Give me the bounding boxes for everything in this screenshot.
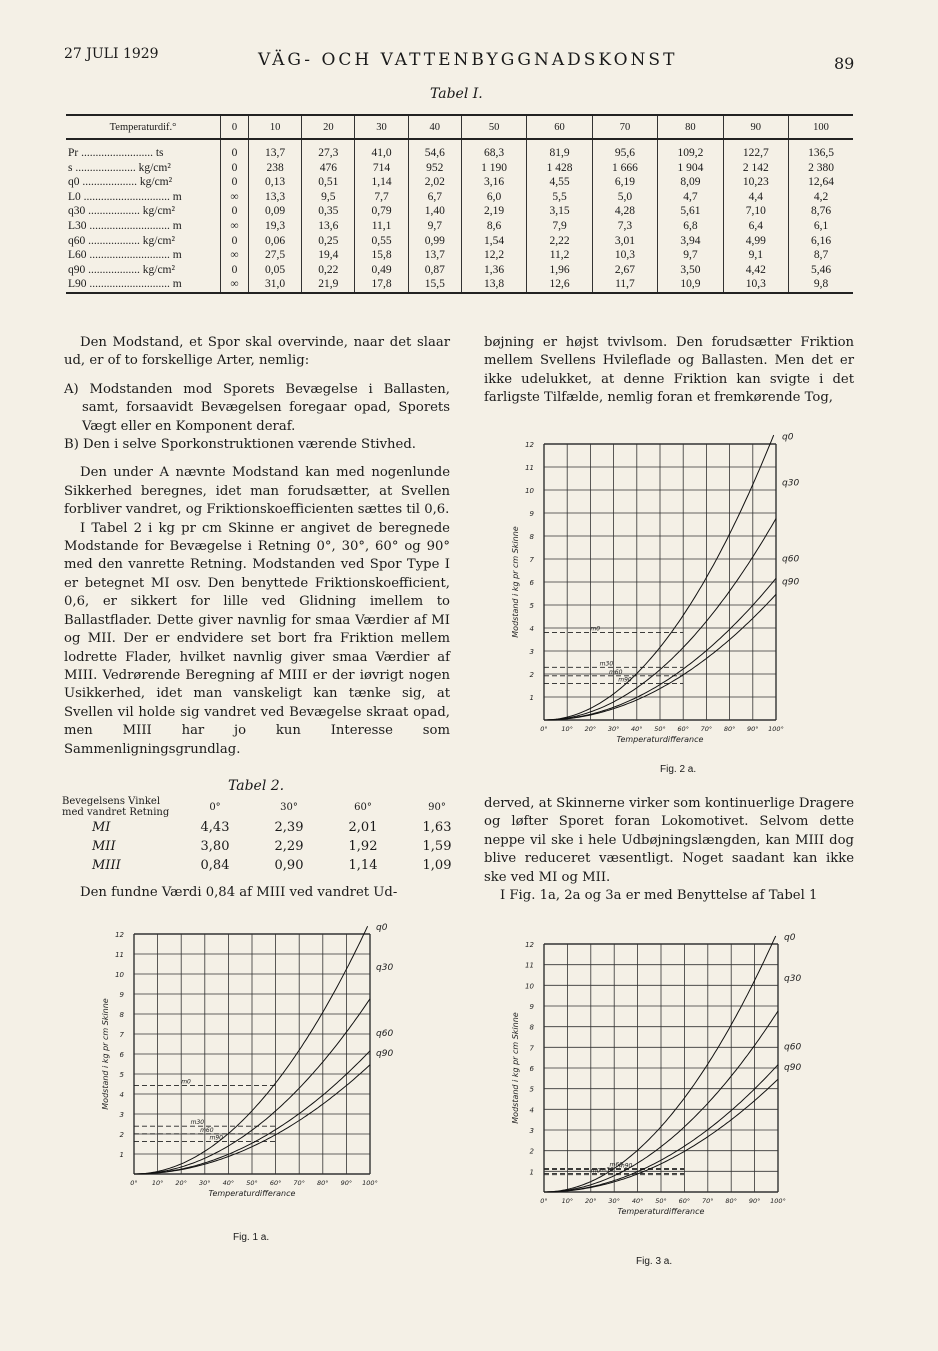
table-row (66, 234, 853, 249)
table1-cell: 2,19 (461, 204, 526, 219)
x-tick-label: 80° (317, 1179, 329, 1187)
table1-cell: 10,3 (592, 248, 657, 263)
right-column-top (484, 334, 854, 408)
table1-cell: 3,01 (592, 234, 657, 249)
table1-cell: 6,4 (723, 219, 788, 234)
table1-cell: ∞ (221, 190, 249, 205)
y-tick-label: 9 (529, 510, 534, 518)
table1-cell: 17,8 (355, 277, 408, 293)
x-tick-label: 0° (540, 725, 548, 733)
table1-cell: 6,19 (592, 175, 657, 190)
table1-cell: 31,0 (248, 277, 301, 293)
table1-cell: 8,76 (789, 204, 853, 219)
x-tick-label: 100° (770, 1197, 786, 1205)
table1-cell: 0,13 (248, 175, 301, 190)
table1-header-cell: 20 (302, 115, 355, 139)
table1-cell: 952 (408, 161, 461, 176)
y-tick-label: 10 (115, 971, 124, 979)
table1-cell: 1,40 (408, 204, 461, 219)
y-tick-label: 2 (529, 671, 534, 679)
y-tick-label: 6 (529, 579, 534, 587)
x-tick-label: 30° (607, 725, 620, 733)
fig1-caption: Fig. 1 a. (233, 1232, 270, 1243)
resistance-line-label: m60 (609, 1161, 624, 1169)
table1-cell: 27,3 (302, 139, 355, 161)
table1-header-cell: 0 (221, 115, 249, 139)
y-tick-label: 11 (115, 951, 124, 959)
table1-cell: ∞ (221, 219, 249, 234)
table-row (66, 263, 853, 278)
table1-cell: 27,5 (248, 248, 301, 263)
table2-header-cell: 60° (354, 801, 372, 813)
table2-cell: 1,92 (348, 839, 378, 854)
y-tick-label: 11 (525, 961, 534, 970)
table1-cell: 13,7 (408, 248, 461, 263)
table1-cell: 10,3 (723, 277, 788, 293)
table1-header-cell: 90 (723, 115, 788, 139)
table1-cell: 8,6 (461, 219, 526, 234)
table1-cell: 5,61 (658, 204, 723, 219)
table1-row-label: q90 .................. kg/cm² (68, 263, 175, 276)
curve-label: q60 (782, 554, 800, 565)
list-item-a: A) Modstanden mod Sporets Bevægelse i Ballasten, samt, forsaavidt Bevægelsen foregaar opad, Sporets Vægt eller en Komponent deraf. (64, 381, 450, 434)
table2-row-label: MI (92, 820, 111, 835)
table2-cell: 3,80 (200, 839, 230, 854)
table1-cell: 0,06 (248, 234, 301, 249)
table1-row-label: s ..................... kg/cm² (68, 161, 171, 174)
table1-cell: 81,9 (527, 139, 592, 161)
y-tick-label: 4 (119, 1091, 124, 1099)
table1-cell: 136,5 (789, 139, 853, 161)
table1-cell: 4,99 (723, 234, 788, 249)
table1-cell: 0,05 (248, 263, 301, 278)
x-tick-label: 50° (655, 1197, 667, 1205)
table1-cell: 6,1 (789, 219, 853, 234)
table1-cell: 4,4 (723, 190, 788, 205)
x-tick-label: 90° (747, 725, 759, 733)
y-tick-label: 7 (529, 1044, 534, 1053)
table1-header-cell: 30 (355, 115, 408, 139)
curve-label: q90 (376, 1049, 394, 1059)
table1-cell: 9,1 (723, 248, 788, 263)
page-number: 89 (834, 54, 855, 73)
table1-cell: 5,46 (789, 263, 853, 278)
fig3-caption: Fig. 3 a. (636, 1256, 673, 1267)
resistance-line-label: m90 (209, 1134, 224, 1142)
resistance-line-label: m30 (599, 660, 614, 668)
x-tick-label: 0° (130, 1179, 138, 1187)
table1-cell: 21,9 (302, 277, 355, 293)
table1-cell: 9,7 (408, 219, 461, 234)
table1-cell: 11,7 (592, 277, 657, 293)
resistance-line-label: m0 (590, 625, 601, 633)
table1-cell: 238 (248, 161, 301, 176)
x-tick-label: 70° (700, 725, 713, 733)
x-tick-label: 70° (702, 1197, 714, 1205)
table2-header-cell: 0° (209, 801, 221, 813)
table1-row-label: q0 ................... kg/cm² (68, 176, 173, 189)
fig2-chart (500, 414, 830, 744)
x-tick-label: 100° (362, 1179, 378, 1187)
y-axis-label: Modstand i kg pr cm Skinne (511, 526, 520, 638)
paragraph: Den Modstand, et Spor skal overvinde, naar det slaar ud, er of to forskellige Arter, nemlig: (64, 335, 450, 369)
table1-caption: Tabel I. (430, 86, 483, 102)
y-tick-label: 4 (529, 1106, 534, 1115)
x-tick-label: 10° (561, 725, 573, 733)
table1-cell: 41,0 (355, 139, 408, 161)
table1-cell: 2,22 (527, 234, 592, 249)
table2-cell: 2,39 (274, 820, 304, 835)
table1-cell: 0,22 (302, 263, 355, 278)
table1-cell: 13,3 (248, 190, 301, 205)
curve-label: q30 (784, 974, 802, 985)
table1-cell: 0,35 (302, 204, 355, 219)
table1-cell: 0,79 (355, 204, 408, 219)
resistance-line-label: m90 (618, 1162, 633, 1170)
table1-cell: 8,09 (658, 175, 723, 190)
right-column-mid (484, 795, 854, 905)
table1-cell: 7,10 (723, 204, 788, 219)
table-row (66, 190, 853, 205)
y-tick-label: 10 (525, 487, 534, 495)
table2 (62, 796, 474, 875)
table1-cell: 19,3 (248, 219, 301, 234)
table1-cell: 9,5 (302, 190, 355, 205)
table1-cell: 2 142 (723, 161, 788, 176)
y-axis-label: Modstand i kg pr cm Skinne (101, 998, 110, 1110)
table1-cell: 7,7 (355, 190, 408, 205)
table1-cell: 109,2 (658, 139, 723, 161)
curve-label: q0 (376, 923, 388, 933)
y-tick-label: 5 (529, 1085, 534, 1094)
x-tick-label: 10° (561, 1197, 574, 1205)
table1-cell: 19,4 (302, 248, 355, 263)
y-tick-label: 1 (529, 1168, 534, 1177)
table1-cell: 3,15 (527, 204, 592, 219)
y-tick-label: 10 (525, 982, 534, 991)
table1-cell: 6,8 (658, 219, 723, 234)
table1-cell: 3,94 (658, 234, 723, 249)
table2-row-label: MIII (92, 858, 121, 873)
table2-cell: 2,29 (274, 839, 304, 854)
y-tick-label: 11 (525, 464, 534, 472)
x-tick-label: 100° (768, 725, 784, 733)
table1-header-cell: 100 (789, 115, 853, 139)
table1-cell: 5,0 (592, 190, 657, 205)
x-tick-label: 20° (584, 725, 597, 733)
table1-cell: 10,9 (658, 277, 723, 293)
table1-cell: ∞ (221, 277, 249, 293)
table-row (66, 161, 853, 176)
table1-cell: 95,6 (592, 139, 657, 161)
table2-cell: 1,14 (348, 858, 378, 873)
table2-header-cell: 30° (280, 801, 298, 813)
y-tick-label: 3 (529, 1127, 534, 1135)
table-row (66, 277, 853, 293)
curve-label: q0 (784, 932, 796, 943)
table1-cell: 0 (221, 139, 249, 161)
resistance-line-label: m0 (181, 1078, 191, 1086)
table1-cell: 7,3 (592, 219, 657, 234)
table1-cell: 122,7 (723, 139, 788, 161)
y-tick-label: 5 (119, 1071, 124, 1079)
x-tick-label: 80° (725, 1197, 737, 1205)
paragraph: I Fig. 1a, 2a og 3a er med Benyttelse af Tabel 1 (500, 888, 818, 904)
paragraph: I Tabel 2 i kg pr cm Skinne er angivet de beregnede Modstande for Bevægelse i Retning 0°, 30°, 60° og 90° med den vanrette Retning. Modstanden ved Spor Type I er betegnet MI osv. Den benyttede Friktionskoefficient, 0,6, er sikkert for lille ved Glidning imellem to Ballastflader. Dette giver navnlig for smaa Værdier af MI og MII. Der er endvidere set bort fra Friktion mellem lodrette Flader, hvilket navnlig giver smaa Værdier af MIII. Vedrørende Beregning af MIII er der iøvrigt nogen Usikkerhed, idet man vanskeligt kan tænke sig, at Svellen vil holde sig vandret ved Bevægelse skraat opad, men MIII har jo kun Interesse som Sammenligningsgrundlag. (64, 520, 450, 757)
table1-cell: 12,6 (527, 277, 592, 293)
y-tick-label: 8 (529, 533, 534, 541)
curve-label: q30 (782, 478, 800, 489)
fig1-chart (88, 908, 398, 1208)
left-column-end (64, 884, 450, 902)
table1-cell: 476 (302, 161, 355, 176)
table1-cell: 0,25 (302, 234, 355, 249)
table1-cell: 0,51 (302, 175, 355, 190)
table-row (62, 837, 474, 856)
x-tick-label: 30° (608, 1197, 620, 1205)
table1-cell: 1,54 (461, 234, 526, 249)
y-tick-label: 4 (529, 625, 534, 633)
table1-header-cell: 40 (408, 115, 461, 139)
curve-label: q90 (782, 577, 800, 588)
x-tick-label: 60° (677, 725, 689, 733)
table1-cell: 714 (355, 161, 408, 176)
table2-cell: 4,43 (200, 820, 230, 835)
table1-cell: 6,16 (789, 234, 853, 249)
table1-cell: 15,5 (408, 277, 461, 293)
x-tick-label: 50° (654, 725, 666, 733)
x-tick-label: 20° (585, 1197, 597, 1205)
curve-label: q30 (376, 963, 394, 973)
table1-cell: 13,8 (461, 277, 526, 293)
table1-cell: 4,55 (527, 175, 592, 190)
table1-cell: 0 (221, 161, 249, 176)
table1-cell: 4,2 (789, 190, 853, 205)
table-row (62, 818, 474, 837)
table1-cell: 4,7 (658, 190, 723, 205)
table1-cell: 12,64 (789, 175, 853, 190)
x-tick-label: 40° (631, 1197, 644, 1205)
table1-cell: 2,67 (592, 263, 657, 278)
table1-cell: 15,8 (355, 248, 408, 263)
paragraph: derved, at Skinnerne virker som kontinuerlige Dragere og løfter Sporet foran Lokomotivet. Selvom dette neppe vil ske i hele Udbøjningslængden, kan MIII dog blive reduceret væsentligt. Noget saadant kan ikke ske ved MI og MII. (484, 796, 854, 885)
y-tick-label: 2 (119, 1131, 124, 1139)
table1-header-cell: 80 (658, 115, 723, 139)
curve-label: q60 (376, 1029, 394, 1039)
y-tick-label: 12 (525, 941, 534, 949)
x-tick-label: 0° (540, 1197, 548, 1205)
table1-cell: 6,0 (461, 190, 526, 205)
table1-header-cell: 70 (592, 115, 657, 139)
x-axis-label: Temperaturdifferance (208, 1189, 296, 1198)
table1-cell: 68,3 (461, 139, 526, 161)
table1-cell: 0 (221, 175, 249, 190)
table1-cell: 2 380 (789, 161, 853, 176)
table1-cell: 6,7 (408, 190, 461, 205)
table1 (66, 114, 853, 294)
fig2-caption: Fig. 2 a. (660, 764, 697, 775)
paragraph: bøjning er højst tvivlsom. Den forudsætter Friktion mellem Svellens Hvileflade og Ballasten. Men det er ikke udelukket, at denne Friktion kan svigte i det farligste Tilfælde, nemlig foran et fremkørende Tog, (484, 335, 854, 406)
x-tick-label: 20° (175, 1179, 187, 1187)
y-tick-label: 3 (529, 648, 534, 656)
table1-cell: 7,9 (527, 219, 592, 234)
x-tick-label: 10° (151, 1179, 164, 1187)
table2-caption: Tabel 2. (228, 778, 285, 794)
y-tick-label: 7 (119, 1031, 124, 1039)
table2-cell: 0,90 (274, 858, 304, 873)
table1-header-cell: 60 (527, 115, 592, 139)
y-tick-label: 9 (119, 991, 124, 999)
y-tick-label: 5 (529, 602, 534, 610)
y-tick-label: 12 (115, 931, 124, 939)
x-tick-label: 40° (631, 725, 643, 733)
table1-cell: 0,87 (408, 263, 461, 278)
x-tick-label: 90° (748, 1197, 761, 1205)
y-tick-label: 12 (525, 441, 534, 449)
table1-cell: 13,7 (248, 139, 301, 161)
table1-cell: 3,16 (461, 175, 526, 190)
journal-title: VÄG- OCH VATTENBYGGNADSKONST (258, 50, 678, 70)
header-date: 27 JULI 1929 (64, 46, 159, 62)
list-item-b: B) Den i selve Sporkonstruktionen værende Stivhed. (64, 437, 416, 453)
table1-cell: 9,8 (789, 277, 853, 293)
x-tick-label: 30° (199, 1179, 211, 1187)
table1-cell: 4,42 (723, 263, 788, 278)
table1-header-label: Temperaturdif.° (66, 115, 221, 139)
table-row (66, 204, 853, 219)
table1-cell: 0 (221, 204, 249, 219)
table2-cell: 0,84 (200, 858, 230, 873)
table-row (66, 139, 853, 161)
table1-cell: 5,5 (527, 190, 592, 205)
x-axis-label: Temperaturdifferance (617, 1207, 705, 1216)
table1-cell: 1,14 (355, 175, 408, 190)
table1-cell: 0,55 (355, 234, 408, 249)
x-tick-label: 90° (340, 1179, 353, 1187)
y-tick-label: 6 (529, 1065, 534, 1073)
table1-cell: 0,99 (408, 234, 461, 249)
curve-label: q0 (782, 432, 794, 443)
table1-cell: 3,50 (658, 263, 723, 278)
table2-cell: 1,09 (422, 858, 452, 873)
table-row (66, 175, 853, 190)
table1-cell: ∞ (221, 248, 249, 263)
table1-cell: 13,6 (302, 219, 355, 234)
table-row (66, 248, 853, 263)
x-tick-label: 50° (246, 1179, 258, 1187)
table1-cell: 0,09 (248, 204, 301, 219)
curve-label: q60 (784, 1042, 802, 1053)
table1-cell: 0,49 (355, 263, 408, 278)
table1-cell: 54,6 (408, 139, 461, 161)
table1-cell: 1 666 (592, 161, 657, 176)
table1-cell: 1 428 (527, 161, 592, 176)
x-tick-label: 80° (723, 725, 736, 733)
table2-cell: 1,59 (422, 839, 452, 854)
y-tick-label: 6 (119, 1051, 124, 1059)
x-tick-label: 60° (678, 1197, 691, 1205)
fig3-chart (500, 912, 830, 1217)
paragraph: Den fundne Værdi 0,84 af MIII ved vandret Ud- (80, 885, 398, 900)
resistance-line-label: m30 (190, 1119, 205, 1127)
table1-cell: 9,7 (658, 248, 723, 263)
resistance-line-label: m60 (608, 668, 623, 676)
resistance-line-label: m30 (600, 1166, 614, 1174)
table2-cell: 1,63 (422, 820, 452, 835)
table1-cell: 2,02 (408, 175, 461, 190)
table1-cell: 1 904 (658, 161, 723, 176)
y-tick-label: 1 (529, 694, 534, 702)
y-tick-label: 3 (119, 1111, 124, 1119)
table2-cell: 2,01 (348, 820, 378, 835)
paragraph: Den under A nævnte Modstand kan med nogenlunde Sikkerhed beregnes, idet man forudsætter, at Svellen forbliver vandret, og Friktionskoefficienten sættes til 0,6. (64, 465, 450, 518)
table1-cell: 0 (221, 234, 249, 249)
table-row (62, 856, 474, 875)
table1-cell: 10,23 (723, 175, 788, 190)
table1-header-cell: 50 (461, 115, 526, 139)
table2-row-label: MII (92, 839, 116, 854)
y-tick-label: 8 (529, 1023, 534, 1032)
table1-cell: 4,28 (592, 204, 657, 219)
table1-cell: 1,36 (461, 263, 526, 278)
curve-label: q90 (784, 1063, 802, 1074)
y-tick-label: 1 (119, 1151, 124, 1159)
table1-cell: 8,7 (789, 248, 853, 263)
table1-row-label: L30 ............................ m (68, 219, 182, 232)
y-tick-label: 2 (529, 1147, 534, 1156)
table1-row-label: Pr ......................... ts (68, 147, 164, 159)
table1-row-label: L90 ............................ m (66, 277, 221, 293)
table1-row-label: q60 .................. kg/cm² (68, 234, 175, 247)
resistance-line-label: m60 (200, 1126, 214, 1134)
table1-cell: 1,96 (527, 263, 592, 278)
left-column (64, 334, 450, 759)
table1-cell: 11,1 (355, 219, 408, 234)
resistance-line-label: m90 (618, 676, 632, 684)
x-tick-label: 40° (222, 1179, 235, 1187)
table1-cell: 11,2 (527, 248, 592, 263)
table2-header-label: Bevegelsens Vinkel med vandret Retning (62, 796, 170, 818)
table1-cell: 0 (221, 263, 249, 278)
table1-row-label: L60 ............................ m (68, 249, 182, 262)
table-row (66, 219, 853, 234)
y-tick-label: 7 (529, 556, 534, 564)
x-axis-label: Temperaturdifferance (616, 735, 704, 744)
resistance-line-label: m0 (590, 1167, 601, 1175)
table1-row-label: q30 .................. kg/cm² (68, 205, 175, 218)
table1-header-cell: 10 (248, 115, 301, 139)
table1-cell: 1 190 (461, 161, 526, 176)
y-axis-label: Modstand i kg pr cm Skinne (511, 1012, 520, 1124)
y-tick-label: 9 (529, 1003, 534, 1011)
table1-row-label: L0 .............................. m (68, 190, 182, 203)
x-tick-label: 70° (293, 1179, 305, 1187)
x-tick-label: 60° (269, 1179, 282, 1187)
y-tick-label: 8 (119, 1011, 124, 1019)
table1-cell: 12,2 (461, 248, 526, 263)
table2-header-cell: 90° (428, 801, 446, 813)
